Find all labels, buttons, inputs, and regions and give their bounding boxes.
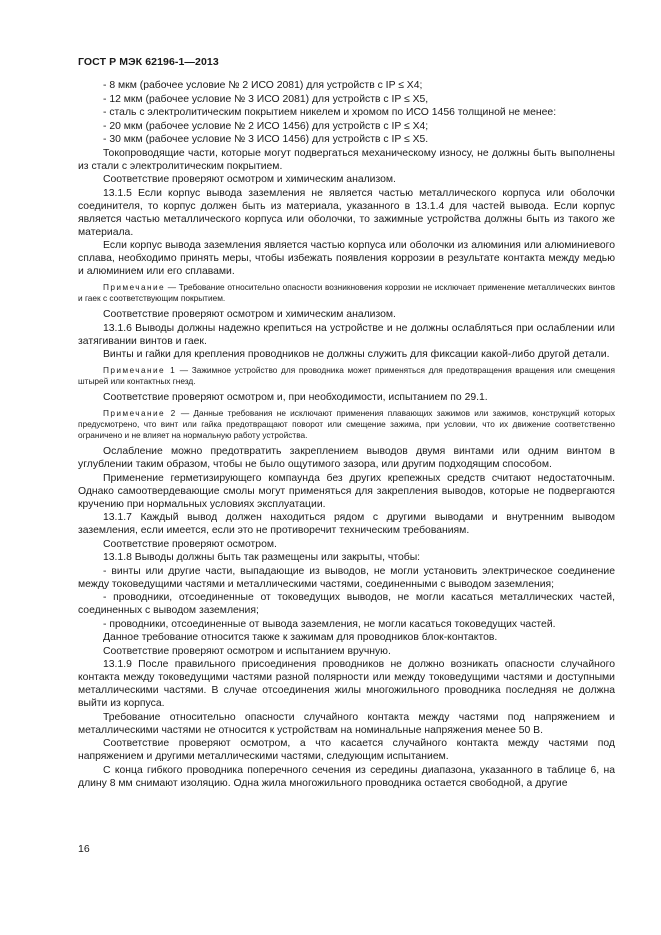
clause-13-1-7: 13.1.7 Каждый вывод должен находиться рядом с другими выводами и внутренним выводом заземления, если имеется, если это не противоречит техническим требованиям.: [78, 512, 615, 536]
note-text: — Зажимное устройство для проводника может применяться для предотвращения вращения или смещения штырей или контактных гнезд.: [78, 365, 615, 386]
clause-13-1-8: 13.1.8 Выводы должны быть так размещены или закрыты, чтобы:: [103, 552, 421, 563]
note-text: — Данные требования не исключают применения плавающих зажимов или зажимов, конструкций которых предусмотрено, что винт или гайка предотвращают поворот или смещение зажима, при условии, что их движение соответственно ограничено и не влияет на нормальную работу устройства.: [78, 408, 615, 440]
page-number: 16: [78, 843, 90, 855]
paragraph: Соответствие проверяют осмотром, а что касается случайного контакта между частями под напряжением и другими металлическими частями, следующим испытанием.: [78, 738, 615, 762]
note: [78, 282, 615, 304]
paragraph: - 20 мкм (рабочее условие № 2 ИСО 1456) для устройств с IP ≤ X4;: [103, 120, 429, 132]
paragraph: Соответствие проверяют осмотром и, при необходимости, испытанием по 29.1.: [103, 392, 488, 403]
paragraph: Если корпус вывода заземления является частью корпуса или оболочки из алюминия или алюминиевого сплава, необходимо принять меры, чтобы избежать появления коррозии в результате контакта между медью и алюминием или его сплавами.: [78, 240, 615, 277]
document-body: [78, 79, 615, 790]
paragraph: Ослабление можно предотвратить закреплением выводов двумя винтами или одним винтом в углублении таким образом, чтобы не было ощутимого зазора, или другим подходящим способом.: [78, 446, 615, 470]
paragraph: Соответствие проверяют осмотром и испытанием вручную.: [103, 645, 391, 657]
paragraph: - 30 мкм (рабочее условие № 3 ИСО 1456) для устройств с IP ≤ X5.: [103, 134, 429, 145]
note-label: Примечание: [103, 282, 166, 292]
paragraph: Токопроводящие части, которые могут подвергаться механическому износу, не должны быть выполнены из стали с электролитическим покрытием.: [78, 147, 615, 172]
paragraph: - винты или другие части, выпадающие из выводов, не могли установить электрическое соединение между токоведущими частями и металлическими частями, соединенными с выводом заземления;: [78, 565, 615, 590]
paragraph: - проводники, отсоединенные от вывода заземления, не могли касаться токоведущих частей.: [103, 618, 556, 630]
document-header: ГОСТ Р МЭК 62196-1—2013: [78, 56, 219, 68]
note-label: Примечание 1: [103, 365, 177, 375]
paragraph: Винты и гайки для крепления проводников не должны служить для фиксации какой-либо другой детали.: [103, 349, 610, 360]
paragraph: Соответствие проверяют осмотром.: [103, 538, 277, 550]
paragraph: Соответствие проверяют осмотром и химическим анализом.: [103, 174, 396, 185]
clause-13-1-6: 13.1.6 Выводы должны надежно крепиться на устройстве и не должны ослабляться при ослаблении или затягивании винтов и гаек.: [78, 322, 615, 347]
paragraph: Применение герметизирующего компаунда без других крепежных средств считают недостаточным. Однако самоотвердевающие смолы могут применяться для закрепления выводов, которые не подвергаются кручению при нормальных условиях эксплуатации.: [78, 472, 615, 510]
paragraph: - сталь с электролитическим покрытием никелем и хромом по ИСО 1456 толщиной не менее:: [103, 107, 557, 118]
paragraph: - проводники, отсоединенные от токоведущих выводов, не могли касаться металлических частей, соединенных с выводом заземления;: [78, 592, 615, 616]
paragraph: Требование относительно опасности случайного контакта между частями под напряжением и металлическими частями не относится к устройствам на номинальные напряжения менее 50 В.: [78, 711, 615, 736]
paragraph: - 8 мкм (рабочее условие № 2 ИСО 2081) для устройств с IP ≤ X4;: [103, 80, 423, 91]
note: [78, 365, 615, 387]
note: [78, 408, 615, 441]
note-label: Примечание 2: [103, 408, 177, 418]
paragraph: Соответствие проверяют осмотром и химическим анализом.: [103, 309, 396, 320]
note-text: — Требование относительно опасности возникновения коррозии не исключает применение металлических винтов и гаек с соответствующим покрытием.: [78, 282, 615, 303]
paragraph: - 12 мкм (рабочее условие № 3 ИСО 2081) для устройств с IP ≤ X5,: [103, 93, 429, 105]
paragraph: Данное требование относится также к зажимам для проводников блок-контактов.: [103, 632, 498, 643]
paragraph: С конца гибкого проводника поперечного сечения из середины диапазона, указанного в таблице 6, на длину 8 мм снимают изоляцию. Одна жила многожильного проводника остается свободной, а другие: [78, 764, 615, 789]
clause-13-1-5: 13.1.5 Если корпус вывода заземления не является частью металлического корпуса или оболочки соединителя, то корпус должен быть из материала, указанного в 13.1.4 для частей вывода. Если корпус является частью металлического корпуса или оболочки, то зажимные устройства должны быть из такого же материала.: [78, 187, 615, 238]
clause-13-1-9: 13.1.9 После правильного присоединения проводников не должно возникать опасности случайного контакта между токоведущими частями разной полярности или между токоведущими частями и доступными металлическими частями. В случае отсоединения жилы многожильного проводника последняя не должна выйти из корпуса.: [78, 659, 615, 709]
